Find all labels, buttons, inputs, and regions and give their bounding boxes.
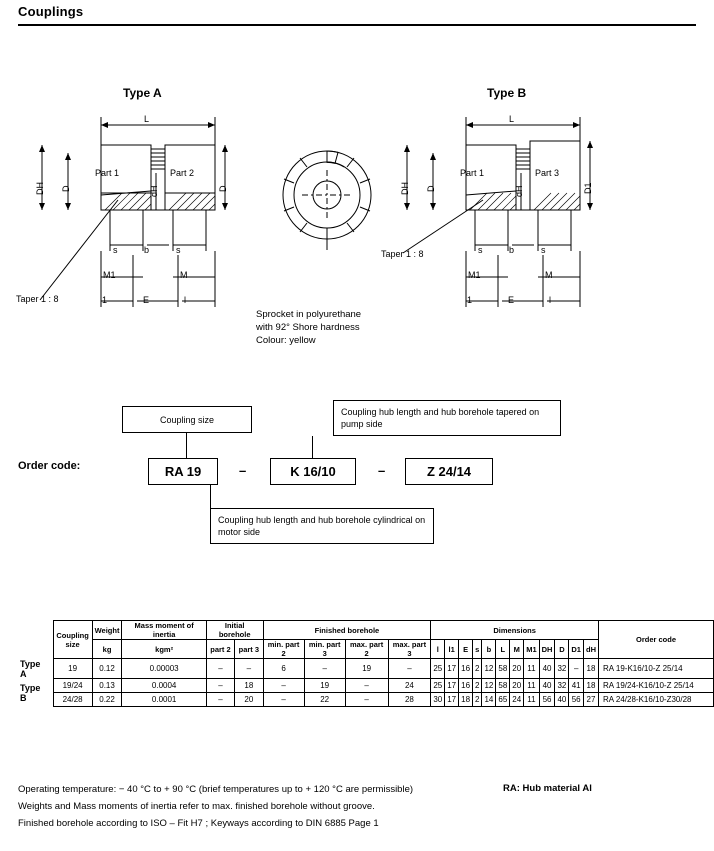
dim-label-E-a: E	[143, 295, 150, 305]
cell-dim-l: 30	[431, 693, 445, 707]
th-dim-D: D	[555, 640, 569, 659]
dim-label-M-a: M	[180, 270, 188, 280]
cell-dim-l1: 17	[445, 659, 459, 679]
order-code-connector-size	[186, 433, 187, 458]
dim-label-l-b: l	[549, 295, 551, 305]
cell-dim-M: 20	[510, 659, 524, 679]
th-dim-L: L	[496, 640, 510, 659]
cell-dim-M: 20	[510, 679, 524, 693]
cell-weight: 0.13	[92, 679, 122, 693]
th-dim-M1: M1	[524, 640, 539, 659]
th-finished-borehole: Finished borehole	[263, 621, 431, 640]
dim-label-D-a2: D	[218, 185, 228, 192]
th-dim-b: b	[482, 640, 496, 659]
dim-label-s-a2: s	[176, 245, 181, 255]
order-code-connector-bottom	[210, 485, 211, 508]
cell-dim-b: 14	[482, 693, 496, 707]
cell-fin-min3: 22	[304, 693, 345, 707]
cell-dim-D: 40	[555, 693, 569, 707]
footnote-finished-borehole: Finished borehole according to ISO – Fit H7 ; Keyways according to DIN 6885 Page 1	[18, 818, 379, 829]
table-row	[18, 679, 714, 693]
order-code-label: Order code:	[18, 460, 81, 472]
cell-dim-D1: 41	[569, 679, 584, 693]
dim-label-s-b1: s	[478, 245, 483, 255]
th-order-code: Order code	[599, 621, 714, 659]
table-row	[18, 693, 714, 707]
cell-init-3: 20	[235, 693, 263, 707]
cell-fin-min2: –	[263, 693, 304, 707]
th-dim-M: M	[510, 640, 524, 659]
th-dim-DH: DH	[539, 640, 555, 659]
cell-fin-min2: –	[263, 679, 304, 693]
dim-label-dH-a: dH	[149, 185, 159, 197]
dim-label-l1-b: l1	[465, 295, 473, 305]
cell-dim-b: 12	[482, 679, 496, 693]
dim-label-D-b: D	[426, 185, 436, 192]
cell-dim-D: 32	[555, 679, 569, 693]
th-dim-dH: dH	[583, 640, 598, 659]
cell-dim-E: 18	[459, 693, 473, 707]
cell-fin-max3: 28	[388, 693, 431, 707]
cell-init-2: –	[206, 659, 234, 679]
dim-label-D1-b: D1	[583, 182, 593, 194]
dim-label-M-b: M	[545, 270, 553, 280]
cell-fin-max3: –	[388, 659, 431, 679]
cell-dim-M1: 11	[524, 693, 539, 707]
cell-order-code: RA 24/28-K16/10-Z30/28	[599, 693, 714, 707]
cell-dim-DH: 40	[539, 679, 555, 693]
cell-fin-min3: 19	[304, 679, 345, 693]
order-code-separator-1: –	[239, 463, 247, 478]
cell-dim-D1: –	[569, 659, 584, 679]
order-code-note-bottom: Coupling hub length and hub borehole cylindrical on motor side	[210, 508, 434, 544]
th-dim-D1: D1	[569, 640, 584, 659]
cell-dim-l: 25	[431, 659, 445, 679]
th-weight-unit: kg	[92, 640, 122, 659]
th-weight: Weight	[92, 621, 122, 640]
order-code-note-top: Coupling hub length and hub borehole tapered on pump side	[333, 400, 561, 436]
table-row	[18, 659, 714, 679]
dim-label-l1-a: l1	[100, 295, 108, 305]
sprocket-note-line2: with 92° Shore hardness	[256, 322, 360, 333]
sprocket-note-line3: Colour: yellow	[256, 335, 316, 346]
cell-dim-l: 25	[431, 679, 445, 693]
cell-dim-dH: 27	[583, 693, 598, 707]
drawing-type-a	[10, 105, 260, 320]
cell-mass: 0.00003	[122, 659, 206, 679]
dim-label-dH-b: dH	[514, 185, 524, 197]
th-finished-max2: max. part 2	[345, 640, 388, 659]
cell-init-2: –	[206, 693, 234, 707]
footnote-weights: Weights and Mass moments of inertia refer to max. finished borehole without groove.	[18, 801, 375, 812]
cell-dim-s: 2	[473, 659, 482, 679]
cell-fin-max2: –	[345, 693, 388, 707]
cell-dim-M: 24	[510, 693, 524, 707]
dim-label-L-a: L	[144, 114, 150, 124]
cell-dim-DH: 56	[539, 693, 555, 707]
cell-dim-l1: 17	[445, 693, 459, 707]
cell-fin-min3: –	[304, 659, 345, 679]
taper-note-b: Taper 1 : 8	[381, 249, 424, 259]
cell-order-code: RA 19/24-K16/10-Z 25/14	[599, 679, 714, 693]
th-finished-max3: max. part 3	[388, 640, 431, 659]
footnote-operating-temperature: Operating temperature: − 40 °C to + 90 °C (brief temperatures up to + 120 °C are permissible)	[18, 784, 414, 795]
cell-dim-b: 12	[482, 659, 496, 679]
cell-size: 24/28	[53, 693, 92, 707]
dim-label-b-b: b	[509, 245, 515, 255]
th-coupling-size: Coupling size	[53, 621, 92, 659]
cell-mass: 0.0001	[122, 693, 206, 707]
order-code-connector-top	[312, 436, 313, 458]
cell-mass: 0.0004	[122, 679, 206, 693]
cell-size: 19	[53, 659, 92, 679]
cell-init-2: –	[206, 679, 234, 693]
cell-dim-D1: 56	[569, 693, 584, 707]
th-finished-min2: min. part 2	[263, 640, 304, 659]
cell-dim-s: 2	[473, 693, 482, 707]
cell-dim-DH: 40	[539, 659, 555, 679]
header-divider	[18, 24, 696, 26]
cell-dim-L: 65	[496, 693, 510, 707]
cell-dim-M1: 11	[524, 679, 539, 693]
order-code-separator-2: –	[378, 463, 386, 478]
taper-note-a: Taper 1 : 8	[16, 294, 59, 304]
cell-fin-max2: –	[345, 679, 388, 693]
cell-fin-max2: 19	[345, 659, 388, 679]
dim-label-E-b: E	[508, 295, 515, 305]
th-finished-min3: min. part 3	[304, 640, 345, 659]
cell-size: 19/24	[53, 679, 92, 693]
cell-dim-l1: 17	[445, 679, 459, 693]
order-code-field-size[interactable]: RA 19	[148, 458, 218, 485]
th-initial-borehole: Initial borehole	[206, 621, 263, 640]
figure-title-type-a: Type A	[123, 86, 162, 100]
figure-title-type-b: Type B	[487, 86, 527, 100]
cell-dim-dH: 18	[583, 679, 598, 693]
cell-dim-dH: 18	[583, 659, 598, 679]
th-mass-moment: Mass moment of inertia	[122, 621, 206, 640]
th-initial-part3: part 3	[235, 640, 263, 659]
part-label-part1-b: Part 1	[460, 168, 485, 178]
cell-dim-L: 58	[496, 679, 510, 693]
dim-label-b-a: b	[144, 245, 150, 255]
dim-label-M1-b: M1	[468, 270, 481, 280]
cell-weight: 0.22	[92, 693, 122, 707]
dim-label-D-a: D	[61, 185, 71, 192]
drawing-type-b	[375, 105, 625, 320]
cell-order-code: RA 19-K16/10-Z 25/14	[599, 659, 714, 679]
row-label-type-b: Type B	[20, 682, 41, 703]
dim-label-L-b: L	[509, 114, 515, 124]
dim-label-DH-a: DH	[35, 182, 45, 195]
dim-label-s-a1: s	[113, 245, 118, 255]
th-mass-unit: kgm²	[122, 640, 206, 659]
page-title: Couplings	[18, 4, 84, 19]
cell-dim-s: 2	[473, 679, 482, 693]
th-dim-l: l	[431, 640, 445, 659]
part-label-part1-a: Part 1	[95, 168, 120, 178]
cell-dim-E: 16	[459, 679, 473, 693]
cell-fin-max3: 24	[388, 679, 431, 693]
cell-dim-L: 58	[496, 659, 510, 679]
cell-fin-min2: 6	[263, 659, 304, 679]
order-code-field-taper[interactable]: K 16/10	[270, 458, 356, 485]
dim-label-DH-b: DH	[400, 182, 410, 195]
order-code-size-note: Coupling size	[122, 406, 252, 433]
th-initial-part2: part 2	[206, 640, 234, 659]
cell-init-3: –	[235, 659, 263, 679]
dim-label-s-b2: s	[541, 245, 546, 255]
th-dim-l1: l1	[445, 640, 459, 659]
cell-dim-M1: 11	[524, 659, 539, 679]
sprocket-note-line1: Sprocket in polyurethane	[256, 309, 362, 320]
dim-label-l-a: l	[184, 295, 186, 305]
cell-weight: 0.12	[92, 659, 122, 679]
dim-label-M1-a: M1	[103, 270, 116, 280]
cell-dim-E: 16	[459, 659, 473, 679]
th-dim-s: s	[473, 640, 482, 659]
order-code-field-cylindrical[interactable]: Z 24/14	[405, 458, 493, 485]
specs-table	[18, 620, 714, 707]
th-dimensions: Dimensions	[431, 621, 599, 640]
part-label-part2-a: Part 2	[170, 168, 195, 178]
cell-dim-D: 32	[555, 659, 569, 679]
row-label-type-a: Type A	[20, 658, 41, 679]
drawing-sprocket	[272, 140, 382, 250]
part-label-part3-b: Part 3	[535, 168, 560, 178]
th-dim-E: E	[459, 640, 473, 659]
cell-init-3: 18	[235, 679, 263, 693]
footnote-hub-material: RA: Hub material Al	[503, 783, 592, 794]
